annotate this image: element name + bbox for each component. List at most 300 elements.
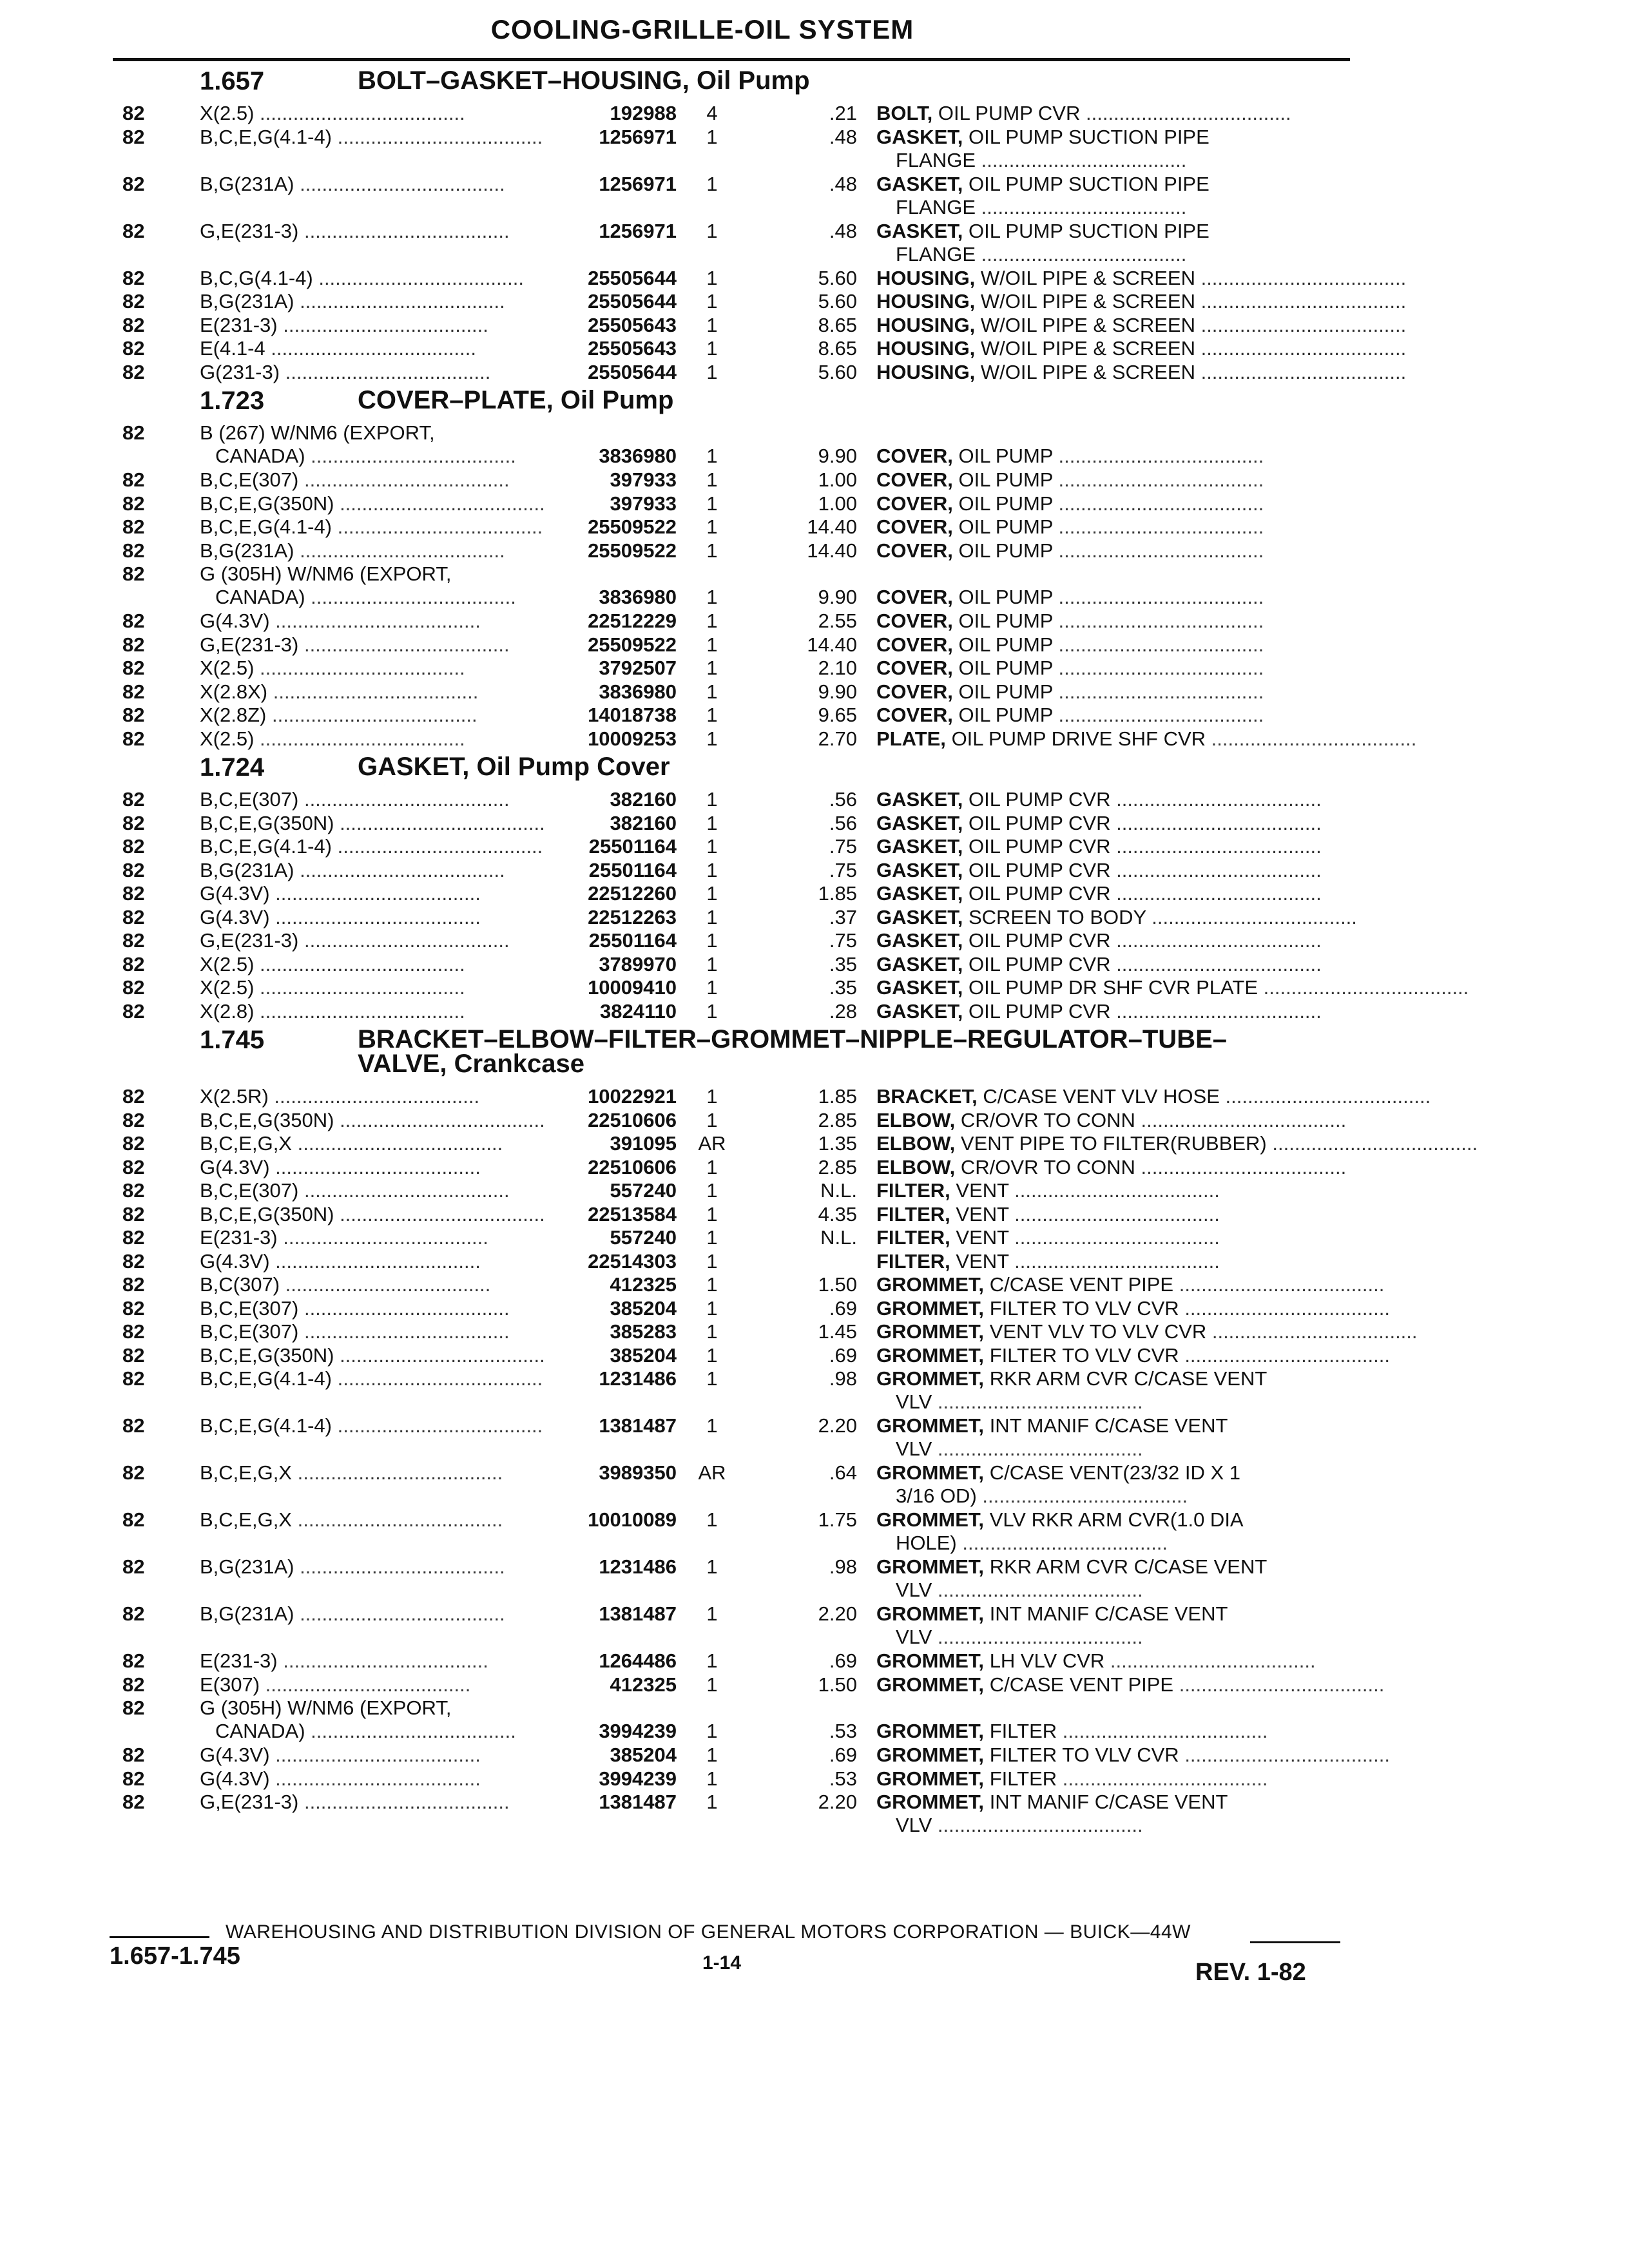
price: .69 xyxy=(829,1296,857,1320)
part-number: 397933 xyxy=(610,492,677,515)
description-keyword: HOUSING, xyxy=(876,360,976,383)
section-title-line: GASKET, Oil Pump Cover xyxy=(358,753,670,781)
leader-dots: ..................................... xyxy=(1179,1744,1390,1766)
part-number: 557240 xyxy=(610,1226,677,1249)
part-number: 397933 xyxy=(610,468,677,491)
leader-dots: ..................................... xyxy=(254,657,465,679)
leader-dots: ..................................... xyxy=(1052,633,1264,656)
application xyxy=(200,1414,548,1437)
parts-catalog xyxy=(0,64,1629,1838)
section-header xyxy=(0,751,1629,788)
application-text: B,C,E,G(4.1-4) xyxy=(200,515,332,538)
model-year: 82 xyxy=(122,1132,145,1155)
table-row xyxy=(0,727,1629,751)
description-line-2 xyxy=(876,1814,1340,1837)
leader-dots: ..................................... xyxy=(268,1085,480,1108)
price: 5.60 xyxy=(818,290,857,312)
leader-dots: ..................................... xyxy=(269,882,481,905)
application-text: X(2.8) xyxy=(200,999,255,1023)
table-row xyxy=(0,1297,1629,1321)
description-text: W/OIL PIPE & SCREEN xyxy=(980,266,1195,289)
table-row xyxy=(0,1226,1629,1250)
application xyxy=(200,1696,548,1743)
price: 2.20 xyxy=(818,1602,857,1625)
description-line-2 xyxy=(876,1485,1340,1508)
leader-dots: ..................................... xyxy=(267,680,479,703)
leader-dots: ..................................... xyxy=(1206,1320,1418,1343)
application xyxy=(200,1250,548,1273)
part-number: 382160 xyxy=(610,811,677,834)
leader-dots: ..................................... xyxy=(1052,610,1264,632)
application xyxy=(200,562,548,609)
leader-dots: ..................................... xyxy=(1179,1343,1390,1367)
application xyxy=(200,1791,548,1814)
price: .35 xyxy=(829,952,857,975)
application xyxy=(200,953,548,976)
part-number: 3836980 xyxy=(599,445,677,467)
price: 2.55 xyxy=(818,610,857,632)
price: .21 xyxy=(829,102,857,124)
table-row xyxy=(0,657,1629,680)
description xyxy=(876,515,1340,539)
model-year: 82 xyxy=(122,125,145,148)
description-line-2 xyxy=(876,1626,1340,1649)
leader-dots: ..................................... xyxy=(260,1673,471,1696)
application xyxy=(200,1744,548,1767)
description-text-2: FLANGE xyxy=(896,195,976,218)
leader-dots: ..................................... xyxy=(334,1108,545,1131)
quantity: 1 xyxy=(706,492,718,515)
application-text: X(2.5) xyxy=(200,102,255,124)
application xyxy=(200,976,548,999)
description xyxy=(876,337,1407,360)
application xyxy=(200,1602,548,1626)
leader-dots: ..................................... xyxy=(1052,704,1264,726)
description-text: OIL PUMP DRIVE SHF CVR xyxy=(951,727,1206,750)
leader-dots: ..................................... xyxy=(1195,290,1407,312)
leader-dots: ..................................... xyxy=(1195,360,1407,383)
price: 1.45 xyxy=(818,1320,857,1343)
section-title-line: BOLT–GASKET–HOUSING, Oil Pump xyxy=(358,66,810,95)
description-text-2: HOLE) xyxy=(896,1532,957,1554)
table-row xyxy=(0,788,1629,812)
application-text: B,C,E(307) xyxy=(200,1320,299,1343)
table-row xyxy=(0,1367,1629,1414)
leader-dots: ..................................... xyxy=(269,1744,481,1766)
model-year: 82 xyxy=(122,219,145,242)
leader-dots: ..................................... xyxy=(277,1226,488,1249)
quantity: 1 xyxy=(706,1179,718,1202)
description-text: VENT VLV TO VLV CVR xyxy=(989,1320,1207,1343)
description xyxy=(876,1132,1478,1155)
description-line-2 xyxy=(876,1390,1340,1414)
leader-dots: ..................................... xyxy=(313,266,525,289)
leader-dots: ..................................... xyxy=(932,1437,1143,1460)
quantity: 1 xyxy=(706,1296,718,1320)
leader-dots: ..................................... xyxy=(269,1767,481,1790)
application-text: X(2.5) xyxy=(200,727,255,750)
model-year: 82 xyxy=(122,929,145,952)
part-number: 391095 xyxy=(610,1132,677,1155)
description-text-2: VLV xyxy=(896,1437,932,1460)
section-number: 1.724 xyxy=(200,753,265,782)
price: .98 xyxy=(829,1555,857,1578)
application-text: G(4.3V) xyxy=(200,1744,270,1766)
application xyxy=(200,882,548,905)
quantity: 1 xyxy=(706,788,718,811)
description-text: INT MANIF C/CASE VENT xyxy=(989,1414,1228,1437)
description xyxy=(876,1085,1431,1108)
model-year: 82 xyxy=(122,290,145,312)
quantity: 1 xyxy=(706,1226,718,1249)
application-text: B,C,E,G(4.1-4) xyxy=(200,1367,332,1390)
part-number: 22510606 xyxy=(588,1155,677,1178)
price: .98 xyxy=(829,1367,857,1390)
part-number: 3792507 xyxy=(599,657,677,679)
leader-dots: ..................................... xyxy=(1052,492,1264,515)
application xyxy=(200,1109,548,1132)
price: 9.90 xyxy=(818,445,857,467)
description-keyword: GROMMET, xyxy=(876,1602,985,1625)
quantity: 1 xyxy=(706,1108,718,1131)
part-number: 1231486 xyxy=(599,1555,677,1578)
application xyxy=(200,835,548,858)
quantity: 1 xyxy=(706,1249,718,1273)
application-text: X(2.5) xyxy=(200,657,255,679)
part-number: 385204 xyxy=(610,1744,677,1766)
description-keyword: GASKET, xyxy=(876,835,963,858)
application-text: G,E(231-3) xyxy=(200,633,299,656)
quantity: 1 xyxy=(706,219,718,242)
description-text: CR/OVR TO CONN xyxy=(960,1108,1135,1131)
quantity: 1 xyxy=(706,1273,718,1296)
leader-dots: ..................................... xyxy=(1052,657,1264,679)
section-number: 1.745 xyxy=(200,1026,265,1054)
price: 1.00 xyxy=(818,492,857,515)
leader-dots: ..................................... xyxy=(932,1579,1143,1601)
quantity: 1 xyxy=(706,539,718,562)
table-row xyxy=(0,633,1629,657)
application-text: B,C(307) xyxy=(200,1273,280,1296)
leader-dots: ..................................... xyxy=(1110,811,1322,834)
description-text-2: VLV xyxy=(896,1579,932,1601)
leader-dots: ..................................... xyxy=(1080,102,1291,124)
part-number: 25505643 xyxy=(588,313,677,336)
part-number: 14018738 xyxy=(588,704,677,726)
part-number: 10010089 xyxy=(588,1508,677,1531)
model-year: 82 xyxy=(122,1320,145,1343)
application xyxy=(200,539,548,562)
quantity: 1 xyxy=(706,1649,718,1672)
leader-dots: ..................................... xyxy=(298,633,510,656)
description-text: OIL PUMP CVR xyxy=(968,999,1111,1023)
price: 2.20 xyxy=(818,1791,857,1813)
description-text: FILTER xyxy=(989,1767,1057,1790)
leader-dots: ..................................... xyxy=(1110,858,1322,881)
leader-dots: ..................................... xyxy=(269,610,481,632)
description-text: INT MANIF C/CASE VENT xyxy=(989,1791,1228,1813)
description xyxy=(876,1226,1340,1249)
description-keyword: COVER, xyxy=(876,468,953,491)
leader-dots: ..................................... xyxy=(1135,1108,1347,1131)
application xyxy=(200,704,548,727)
table-row xyxy=(0,1156,1629,1180)
description-keyword: COVER, xyxy=(876,610,953,632)
footer-section-range: 1.657-1.745 xyxy=(110,1943,240,1970)
table-row xyxy=(0,173,1629,220)
price: 9.90 xyxy=(818,586,857,608)
section-number: 1.657 xyxy=(200,67,265,95)
price: .48 xyxy=(829,125,857,148)
application xyxy=(200,633,548,657)
description-keyword: COVER, xyxy=(876,492,953,515)
description-keyword: GROMMET, xyxy=(876,1673,985,1696)
description xyxy=(876,360,1407,384)
part-number: 3994239 xyxy=(599,1720,677,1742)
leader-dots: ..................................... xyxy=(1146,905,1357,928)
model-year: 82 xyxy=(122,976,145,999)
table-row xyxy=(0,539,1629,563)
model-year: 82 xyxy=(122,515,145,538)
application-text: G(4.3V) xyxy=(200,1767,270,1790)
price: 5.60 xyxy=(818,360,857,383)
price: .37 xyxy=(829,905,857,928)
table-row xyxy=(0,1250,1629,1274)
description-keyword: GROMMET, xyxy=(876,1720,985,1742)
leader-dots: ..................................... xyxy=(298,1179,510,1202)
table-row xyxy=(0,1203,1629,1227)
description xyxy=(876,1673,1385,1696)
model-year: 82 xyxy=(122,858,145,881)
part-number: 382160 xyxy=(610,788,677,811)
model-year: 82 xyxy=(122,952,145,975)
description-text: VENT xyxy=(956,1179,1009,1202)
application-text: B,C,E(307) xyxy=(200,1296,299,1320)
quantity: 1 xyxy=(706,610,718,632)
application-text: B,C,E,G,X xyxy=(200,1508,292,1531)
application xyxy=(200,1555,548,1579)
application-text: B,C,G(4.1-4) xyxy=(200,266,313,289)
leader-dots: ..................................... xyxy=(932,1626,1143,1648)
description-text-2: FLANGE xyxy=(896,148,976,171)
quantity: 1 xyxy=(706,1602,718,1625)
description xyxy=(876,788,1340,811)
quantity: 1 xyxy=(706,360,718,383)
model-year: 82 xyxy=(122,1249,145,1273)
leader-dots: ..................................... xyxy=(1173,1273,1385,1296)
description-keyword: COVER, xyxy=(876,586,953,608)
model-year: 82 xyxy=(122,811,145,834)
description-text: VLV RKR ARM CVR(1.0 DIA xyxy=(989,1508,1244,1531)
description xyxy=(876,1296,1390,1320)
model-year: 82 xyxy=(122,1696,145,1719)
application xyxy=(200,788,548,811)
description-text-2: VLV xyxy=(896,1390,932,1413)
description xyxy=(876,468,1340,492)
application-text: X(2.5) xyxy=(200,952,255,975)
description-text: FILTER TO VLV CVR xyxy=(989,1296,1179,1320)
description-keyword: GROMMET, xyxy=(876,1508,985,1531)
description-text: OIL PUMP CVR xyxy=(968,811,1111,834)
description xyxy=(876,1000,1340,1023)
leader-dots: ..................................... xyxy=(1052,680,1264,703)
part-number: 25509522 xyxy=(588,539,677,562)
leader-dots: ..................................... xyxy=(332,1367,543,1390)
part-number: 1381487 xyxy=(599,1602,677,1625)
table-row xyxy=(0,314,1629,338)
description xyxy=(876,1155,1347,1179)
description-keyword: ELBOW, xyxy=(876,1132,956,1155)
price: 1.50 xyxy=(818,1673,857,1696)
price: .56 xyxy=(829,811,857,834)
quantity: 1 xyxy=(706,704,718,726)
model-year: 82 xyxy=(122,1791,145,1813)
leader-dots: ..................................... xyxy=(294,858,505,881)
description-keyword: GASKET, xyxy=(876,952,963,975)
description xyxy=(876,882,1340,905)
model-year: 82 xyxy=(122,905,145,928)
model-year: 82 xyxy=(122,1555,145,1578)
description-text: VENT xyxy=(956,1249,1009,1273)
table-row xyxy=(0,102,1629,126)
quantity: 1 xyxy=(706,680,718,703)
description-text: LH VLV CVR xyxy=(989,1649,1105,1672)
description xyxy=(876,1602,1340,1649)
leader-dots: ..................................... xyxy=(1008,1179,1220,1202)
leader-dots: ..................................... xyxy=(1052,445,1264,467)
table-row xyxy=(0,361,1629,385)
table-row xyxy=(0,1461,1629,1508)
model-year: 82 xyxy=(122,1226,145,1249)
description-keyword: GROMMET, xyxy=(876,1414,985,1437)
quantity: 1 xyxy=(706,1202,718,1225)
table-row xyxy=(0,1109,1629,1133)
description xyxy=(876,1720,1340,1743)
description xyxy=(876,1273,1385,1296)
part-number: 22512229 xyxy=(588,610,677,632)
description-keyword: GASKET, xyxy=(876,976,963,999)
description xyxy=(876,1508,1340,1555)
part-number: 25505644 xyxy=(588,360,677,383)
leader-dots: ..................................... xyxy=(932,1390,1143,1413)
description-keyword: GROMMET, xyxy=(876,1296,985,1320)
description-text: INT MANIF C/CASE VENT xyxy=(989,1602,1228,1625)
leader-dots: ..................................... xyxy=(1110,999,1322,1023)
description-text: VENT xyxy=(956,1226,1009,1249)
application-text: E(231-3) xyxy=(200,1649,278,1672)
application-text: B,C,E,G(4.1-4) xyxy=(200,1414,332,1437)
description-text: C/CASE VENT(23/32 ID X 1 xyxy=(989,1461,1241,1484)
quantity: 1 xyxy=(706,468,718,491)
table-row xyxy=(0,1132,1629,1156)
part-number: 3824110 xyxy=(600,999,677,1023)
quantity: 1 xyxy=(706,1744,718,1766)
model-year: 82 xyxy=(122,1155,145,1178)
application xyxy=(200,1367,548,1390)
footer-rule-left xyxy=(110,1936,209,1938)
leader-dots: ..................................... xyxy=(1008,1202,1220,1225)
description-keyword: FILTER, xyxy=(876,1202,950,1225)
description-text: OIL PUMP xyxy=(958,468,1053,491)
table-row xyxy=(0,1000,1629,1024)
leader-dots: ..................................... xyxy=(298,1296,510,1320)
part-number: 385204 xyxy=(610,1296,677,1320)
leader-dots: ..................................... xyxy=(1052,586,1264,608)
description xyxy=(876,905,1357,929)
model-year: 82 xyxy=(122,1202,145,1225)
part-number: 3836980 xyxy=(599,586,677,608)
description xyxy=(876,657,1340,680)
leader-dots: ..................................... xyxy=(976,242,1187,265)
application xyxy=(200,1132,548,1155)
description-text: VENT xyxy=(956,1202,1009,1225)
model-year: 82 xyxy=(122,539,145,562)
description xyxy=(876,835,1340,858)
leader-dots: ..................................... xyxy=(1052,468,1264,491)
description-keyword: GASKET, xyxy=(876,929,963,952)
application xyxy=(200,680,548,704)
leader-dots: ..................................... xyxy=(1110,929,1322,952)
description-line-2 xyxy=(876,149,1340,172)
description-keyword: COVER, xyxy=(876,680,953,703)
description xyxy=(876,290,1407,313)
description xyxy=(876,704,1340,727)
section-title xyxy=(358,1027,1363,1076)
application-text: G(4.3V) xyxy=(200,1249,270,1273)
leader-dots: ..................................... xyxy=(1135,1155,1347,1178)
leader-dots: ..................................... xyxy=(294,172,505,195)
application xyxy=(200,1508,548,1532)
quantity: 1 xyxy=(706,882,718,905)
application xyxy=(200,1649,548,1673)
application-text: G(4.3V) xyxy=(200,882,270,905)
description-text: C/CASE VENT PIPE xyxy=(989,1273,1174,1296)
quantity: 4 xyxy=(706,102,718,124)
application-text: G,E(231-3) xyxy=(200,1791,299,1813)
description-text: RKR ARM CVR C/CASE VENT xyxy=(989,1555,1268,1578)
description-keyword: HOUSING, xyxy=(876,266,976,289)
application xyxy=(200,906,548,929)
application xyxy=(200,126,548,149)
quantity: 1 xyxy=(706,1367,718,1390)
description xyxy=(876,1649,1340,1673)
part-number: 25501164 xyxy=(588,835,677,858)
description-line-2 xyxy=(876,196,1340,219)
model-year: 82 xyxy=(122,313,145,336)
model-year: 82 xyxy=(122,1273,145,1296)
description-keyword: HOUSING, xyxy=(876,290,976,312)
quantity: 1 xyxy=(706,1343,718,1367)
section-title-line: COVER–PLATE, Oil Pump xyxy=(358,386,674,414)
quantity: 1 xyxy=(706,1767,718,1790)
application-text: X(2.8X) xyxy=(200,680,268,703)
model-year: 82 xyxy=(122,1508,145,1531)
description-keyword: GASKET, xyxy=(876,882,963,905)
leader-dots: ..................................... xyxy=(277,313,488,336)
application-text: B,C,E,G(350N) xyxy=(200,1343,334,1367)
section-header xyxy=(0,384,1629,421)
description xyxy=(876,727,1417,751)
quantity: 1 xyxy=(706,1673,718,1696)
model-year: 82 xyxy=(122,1296,145,1320)
description xyxy=(876,953,1340,976)
application-text: G (305H) W/NM6 (EXPORT, xyxy=(200,1696,452,1719)
description xyxy=(876,126,1340,172)
leader-dots: ..................................... xyxy=(976,148,1187,171)
model-year: 82 xyxy=(122,266,145,289)
description xyxy=(876,1767,1340,1791)
description-keyword: COVER, xyxy=(876,445,953,467)
